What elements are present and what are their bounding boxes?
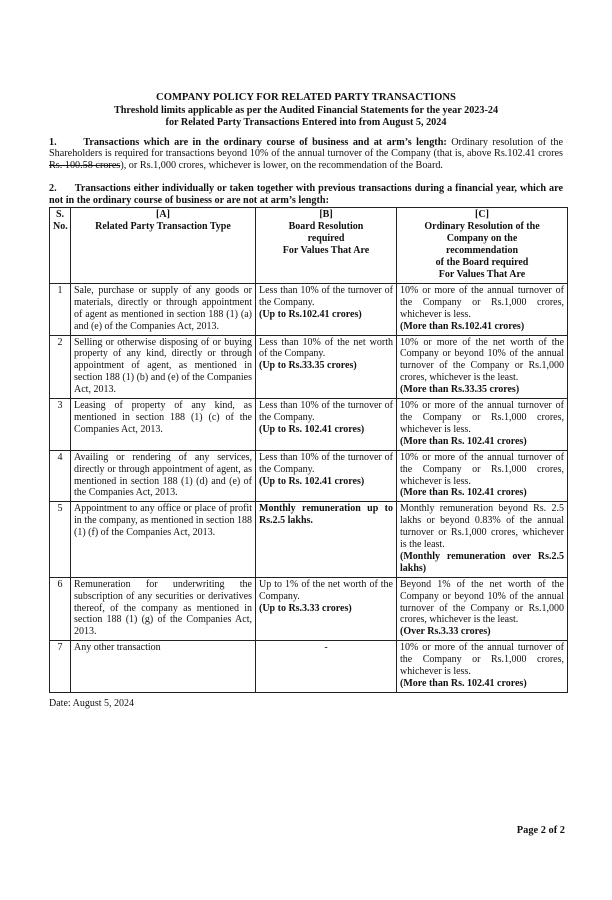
table-header-row [50,208,568,283]
header-c-line: For Values That Are [438,269,526,281]
row-ordinary-amount: (Over Rs.3.33 crores) [400,626,491,638]
row-ordinary-threshold [397,335,568,399]
row-board-amount: (Up to Rs.33.35 crores) [259,360,357,372]
row-board-threshold [256,283,397,335]
document-title: COMPANY POLICY FOR RELATED PARTY TRANSACTIONS [156,92,456,103]
header-sno-line: S. [55,209,65,221]
header-c-line: Company on the [446,233,518,245]
header-sno [50,208,71,283]
row-board-text: Up to 1% of the net worth of the Company. [259,578,393,602]
row-transaction-type: Leasing of property of any kind, as mentioned in section 188 (1) (c) of the Companies Act, 2013. [71,399,256,451]
row-sno: 5 [50,502,71,577]
row-transaction-type: Any other transaction [71,641,256,693]
row-board-text: - [324,642,328,654]
row-ordinary-text: 10% or more of the annual turnover of the Company or Rs.1,000 crores, whichever is less. [400,284,564,320]
header-a-line: Related Party Transaction Type [95,221,231,233]
row-ordinary-threshold [397,450,568,502]
row-board-threshold [256,450,397,502]
row-sno: 7 [50,641,71,693]
row-board-amount: (Up to Rs.102.41 crores) [259,308,362,320]
row-transaction-type: Sale, purchase or supply of any goods or materials, directly or through appointment of agent as mentioned in section 188 (1) (a) and (e) of the Companies Act, 2013. [71,283,256,335]
table-row [50,399,568,451]
row-board-amount: (Up to Rs. 102.41 crores) [259,475,365,487]
header-b-line: [B] [319,209,333,221]
row-board-threshold [256,399,397,451]
row-ordinary-amount: (More than Rs. 102.41 crores) [400,435,527,447]
table-row [50,502,568,577]
table-row [50,641,568,693]
row-sno: 4 [50,450,71,502]
header-transaction-type [71,208,256,283]
section-1-number: 1. [49,136,57,148]
row-transaction-type: Availing or rendering of any services, directly or through appointment of agent, as mentioned in section 188 (1) (d) and (e) of the Companies Act, 2013. [71,450,256,502]
threshold-table [49,207,568,692]
row-ordinary-amount: (More than Rs.102.41 crores) [400,320,525,332]
section-1-heading: Transactions which are in the ordinary course of business and at arm’s length: [83,136,447,148]
document-date: Date: August 5, 2024 [49,697,134,709]
row-ordinary-threshold [397,577,568,641]
row-ordinary-text: 10% or more of the annual turnover of the Company or Rs.1,000 crores, whichever is less. [400,451,564,487]
row-board-text: Less than 10% of the net worth of the Company. [259,336,393,360]
header-ordinary-resolution [397,208,568,283]
header-c-line: [C] [475,209,489,221]
row-ordinary-text: 10% or more of the annual turnover of the Company or Rs.1,000 crores, whichever is less. [400,400,564,435]
section-2-paragraph [49,183,563,207]
header-sno-line: No. [53,221,68,233]
row-ordinary-text: Beyond 1% of the net worth of the Company or beyond 10% of the annual turnover of the Company or Rs.1,000 crores, whichever is the least. [400,578,564,626]
section-1-struck-amount: Rs. 100.58 crores [49,160,121,172]
section-2-heading: Transactions either individually or taken together with previous transactions during a financial year, which are not in the ordinary course of business or are not at arm’s length: [49,182,564,206]
table-row [50,450,568,502]
row-ordinary-amount: (More than Rs. 102.41 crores) [400,487,527,499]
header-b-line: required [307,233,345,245]
section-2-number: 2. [49,182,57,194]
table-row [50,335,568,399]
section-1-paragraph [49,137,563,172]
row-ordinary-threshold [397,283,568,335]
row-ordinary-text: 10% or more of the annual turnover of the Company or Rs.1,000 crores, whichever is less. [400,642,564,678]
row-ordinary-amount: (More than Rs.33.35 crores) [400,384,520,396]
table-row [50,577,568,641]
row-board-text: Less than 10% of the turnover of the Company. [259,284,393,308]
section-1-text-a: Ordinary resolution of the Shareholders is required for transactions beyond 10% of the annual turnover of the Company (that is, above Rs.102.41 crores [49,136,564,160]
row-ordinary-threshold [397,399,568,451]
row-board-amount: (Up to Rs. 102.41 crores) [259,423,365,435]
header-board-resolution [256,208,397,283]
row-board-text: Less than 10% of the turnover of the Company. [259,451,393,475]
row-ordinary-text: 10% or more of the net worth of the Company or beyond 10% of the annual turnover of the Company or Rs.1,000 crores, whichever is the least. [400,336,564,384]
row-ordinary-threshold [397,502,568,577]
header-b-line: For Values That Are [282,245,370,257]
row-sno: 1 [50,283,71,335]
row-ordinary-amount: (Monthly remuneration over Rs.2.5 lakhs) [400,550,564,574]
header-a-line: [A] [156,209,170,221]
row-transaction-type: Appointment to any office or place of profit in the company, as mentioned in section 188 (1) (f) of the Companies Act, 2013. [71,502,256,577]
row-ordinary-threshold [397,641,568,693]
row-ordinary-text: Monthly remuneration beyond Rs. 2.5 lakhs or beyond 0.83% of the annual turnover or Rs.1,000 crores, whichever is the least. [400,503,564,551]
row-board-threshold [256,502,397,577]
header-c-line: recommendation [445,245,519,257]
row-ordinary-amount: (More than Rs. 102.41 crores) [400,678,527,690]
section-1-text-b: ), or Rs.1,000 crores, whichever is lower, on the recommendation of the Board. [120,160,443,172]
row-sno: 6 [50,577,71,641]
row-board-threshold [256,577,397,641]
row-transaction-type: Selling or otherwise disposing of or buying property of any kind, directly or through appointment of agent, as mentioned in section 188 (1) (b) and (e) of the Companies Act, 2013. [71,335,256,399]
row-board-threshold [256,641,397,693]
header-c-line: of the Board required [435,257,529,269]
row-transaction-type: Remuneration for underwriting the subscription of any securities or derivatives thereof, of the company as mentioned in section 188 (1) (g) of the Companies Act, 2013. [71,577,256,641]
row-sno: 3 [50,399,71,451]
document-subtitle-line2: for Related Party Transactions Entered into from August 5, 2024 [165,116,447,128]
row-board-amount: (Up to Rs.3.33 crores) [259,602,352,614]
row-sno: 2 [50,335,71,399]
table-row [50,283,568,335]
document-subtitle-line1: Threshold limits applicable as per the Audited Financial Statements for the year 2023-24 [113,104,499,116]
row-board-amount: Monthly remuneration up to Rs.2.5 lakhs. [259,503,393,527]
page-number: Page 2 of 2 [516,825,565,836]
row-board-text: Less than 10% of the turnover of the Company. [259,400,393,423]
row-board-threshold [256,335,397,399]
header-b-line: Board Resolution [288,221,364,233]
header-c-line: Ordinary Resolution of the [424,221,540,233]
